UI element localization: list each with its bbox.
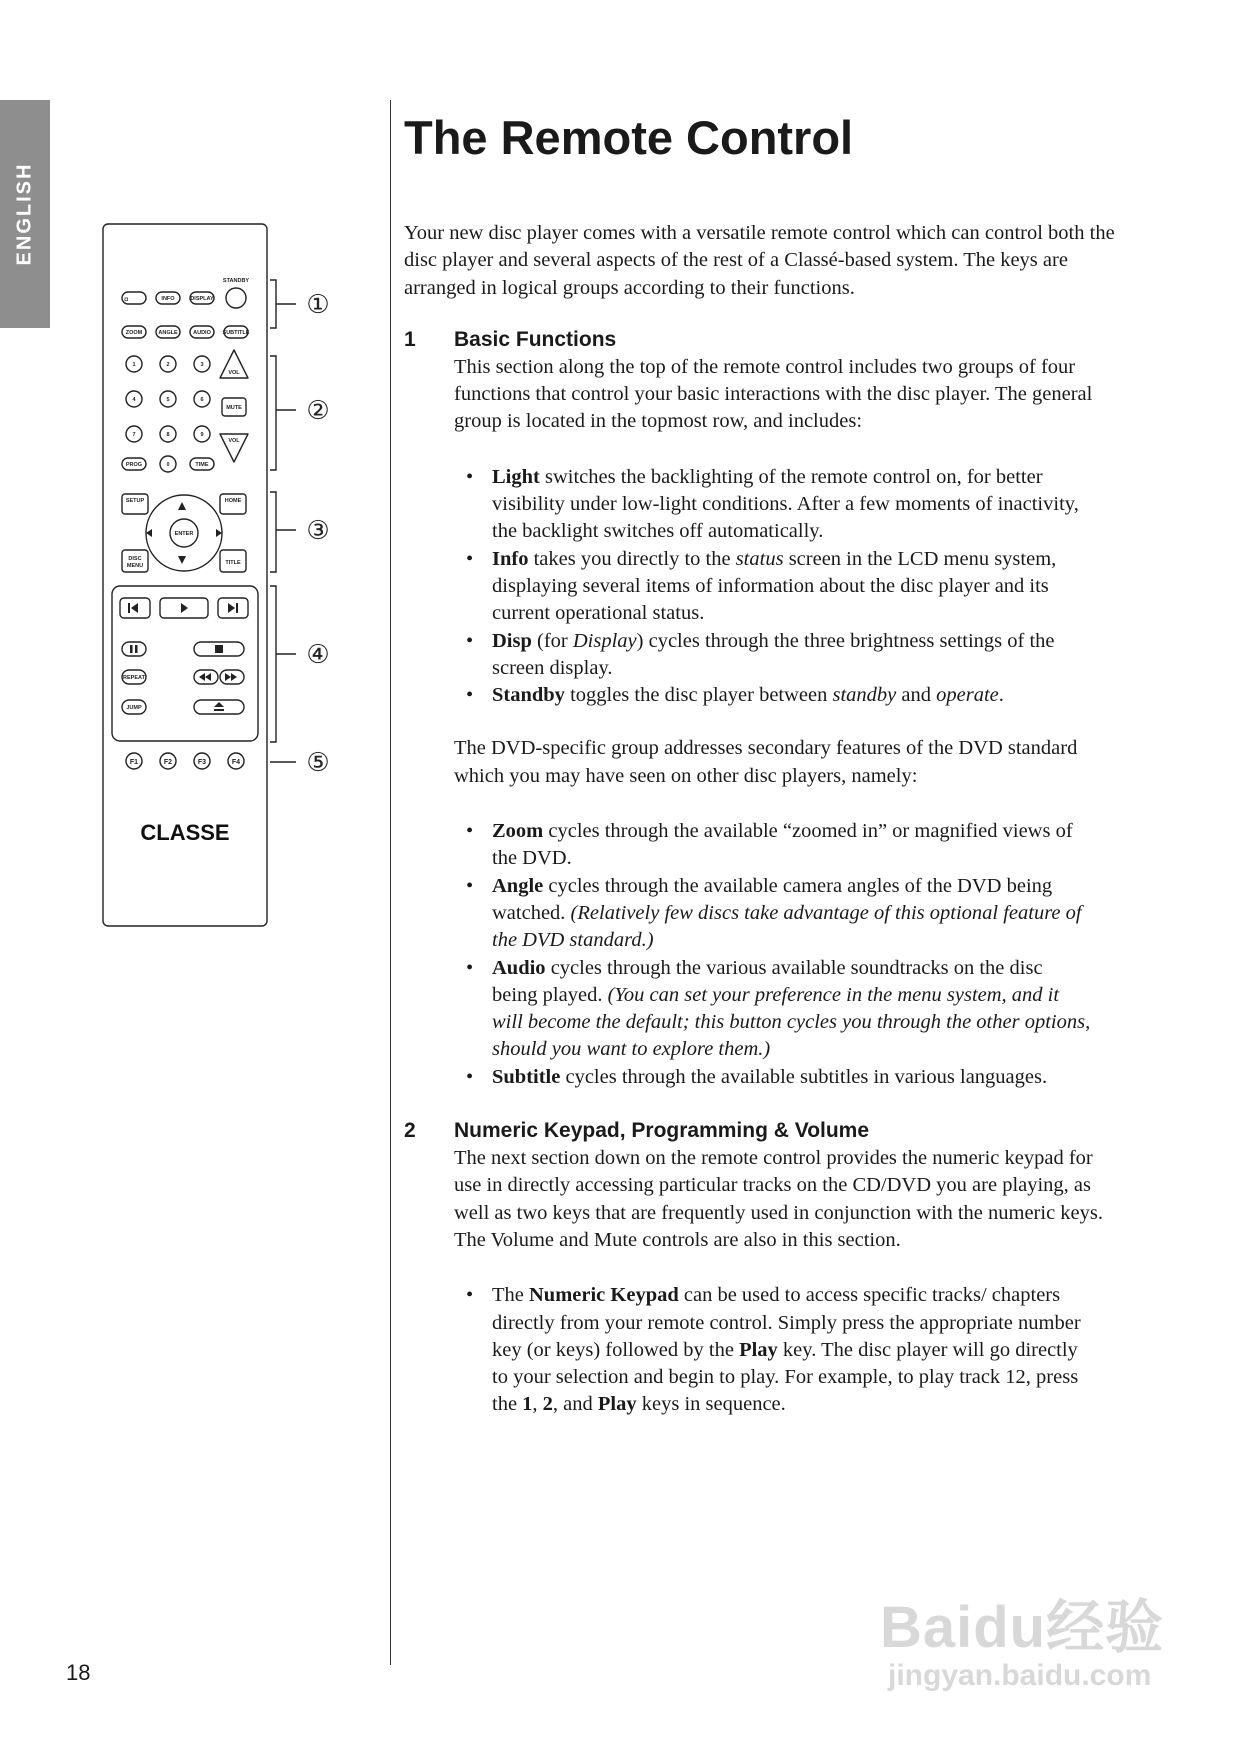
digit-label: 0 bbox=[166, 462, 170, 468]
section-2-paragraph: The next section down on the remote control provides the numeric keypad for use in directly accessing particular tracks on the CD/DVD you are playing, as well as two keys that are frequently used in conjunction with the numeric keys. The Volume and Mute controls are also in this section. bbox=[454, 1147, 1103, 1251]
brand-logo: CLASSE bbox=[140, 820, 230, 845]
vol-down-label: VOL bbox=[228, 438, 240, 444]
dvd-group-list bbox=[454, 818, 1124, 1091]
f2-label: F2 bbox=[163, 759, 173, 766]
digit-label: 7 bbox=[132, 432, 136, 438]
watermark-url: jingyan.baidu.com bbox=[888, 1659, 1152, 1692]
disc-label: DISC bbox=[128, 556, 142, 562]
page-number: 18 bbox=[66, 1660, 91, 1685]
section-2-title: Numeric Keypad, Programming & Volume bbox=[454, 1119, 870, 1143]
remote-svg bbox=[100, 222, 380, 932]
enter-label: ENTER bbox=[174, 531, 194, 537]
f4-label: F4 bbox=[231, 759, 241, 766]
list-item: • Subtitle cycles through the available subtitles in various languages. bbox=[454, 1064, 1092, 1091]
numeric-keypad-list bbox=[454, 1282, 1124, 1418]
time-key-label: TIME bbox=[195, 462, 209, 468]
section-1-heading bbox=[404, 326, 1124, 354]
list-item: • Angle cycles through the available camera angles of the DVD being watched. (Relatively few discs take advantage of this optional feature of the DVD standard.) bbox=[454, 873, 1092, 955]
callout-5: ⑤ bbox=[306, 747, 330, 777]
digit-label: 8 bbox=[166, 432, 170, 438]
digit-label: 2 bbox=[166, 362, 170, 368]
list-item: • Info takes you directly to the status screen in the LCD menu system, displaying several items of information about the disc player and its current operational status. bbox=[454, 546, 1092, 628]
callout-3: ③ bbox=[306, 515, 330, 545]
list-item: • Zoom cycles through the available “zoomed in” or magnified views of the DVD. bbox=[454, 818, 1092, 873]
mute-label: MUTE bbox=[226, 405, 242, 411]
intro-paragraph: Your new disc player comes with a versatile remote control which can control both the disc player and several aspects of the rest of a Classé-based system. The keys are arranged in logical groups according to their functions. bbox=[404, 222, 1115, 299]
stop-icon bbox=[215, 645, 223, 653]
callout-4: ④ bbox=[306, 639, 330, 669]
column-divider bbox=[390, 100, 391, 1665]
angle-key-label: ANGLE bbox=[158, 330, 178, 336]
list-item: • The Numeric Keypad can be used to access specific tracks/ chapters directly from your remote control. Simply press the appropriate number key (or keys) followed by the Play key. The disc player will go directly to your selection and begin to play. For example, to play track 12, press the 1, 2, and Play keys in sequence. bbox=[454, 1282, 1092, 1418]
digit-label: 3 bbox=[200, 362, 204, 368]
section-1-number: 1 bbox=[404, 327, 416, 351]
home-label: HOME bbox=[224, 498, 242, 504]
f3-label: F3 bbox=[197, 759, 207, 766]
setup-label: SETUP bbox=[125, 498, 145, 504]
jump-label: JUMP bbox=[126, 705, 142, 711]
zoom-key-label: ZOOM bbox=[125, 330, 143, 336]
remote-control-illustration bbox=[100, 222, 380, 932]
audio-key-label: AUDIO bbox=[193, 330, 211, 336]
callout-2: ② bbox=[306, 395, 330, 425]
main-content bbox=[404, 108, 1124, 1419]
digit-label: 5 bbox=[166, 397, 170, 403]
page-title: The Remote Control bbox=[404, 111, 854, 164]
bracket-4 bbox=[270, 586, 296, 742]
watermark-logo-text: Baidu经验 bbox=[880, 1595, 1165, 1660]
repeat-label: REPEAT bbox=[123, 675, 145, 681]
light-icon: ¤ bbox=[124, 295, 129, 304]
list-item: • Audio cycles through the various available soundtracks on the disc being played. (You can set your preference in the menu system, and it will become the default; this button cycles you through the other options, should you want to explore them.) bbox=[454, 955, 1092, 1064]
digit-label: 1 bbox=[132, 362, 136, 368]
callout-1: ① bbox=[306, 289, 330, 319]
bracket-2 bbox=[270, 356, 296, 470]
section-2-number: 2 bbox=[404, 1119, 416, 1143]
list-item: • Standby toggles the disc player between standby and operate. bbox=[454, 682, 1092, 709]
standby-label: STANDBY bbox=[222, 278, 250, 284]
list-item: • Disp (for Display) cycles through the three brightness settings of the screen display. bbox=[454, 628, 1092, 683]
info-key-label: INFO bbox=[161, 296, 175, 302]
list-item: • Light switches the backlighting of the remote control on, for better visibility under low-light conditions. After a few moments of inactivity, the backlight switches off automatically. bbox=[454, 464, 1092, 546]
general-group-list bbox=[454, 464, 1124, 710]
language-tab-label: ENGLISH bbox=[13, 162, 36, 266]
digit-label: 6 bbox=[200, 397, 204, 403]
title-key-label: TITLE bbox=[225, 560, 241, 566]
prog-key-label: PROG bbox=[125, 462, 143, 468]
baidu-watermark bbox=[880, 1595, 1180, 1708]
section-1-paragraph: This section along the top of the remote control includes two groups of four functions that control your basic interactions with the disc player. The general group is located in the topmost row, and includes: bbox=[454, 355, 1093, 433]
bracket-3 bbox=[270, 492, 296, 572]
dvd-group-paragraph: The DVD-specific group addresses secondary features of the DVD standard which you may have seen on other disc players, namely: bbox=[454, 737, 1078, 787]
pause-icon bbox=[135, 645, 138, 653]
menu-label: MENU bbox=[126, 563, 144, 569]
bracket-1 bbox=[270, 280, 296, 328]
section-2-heading bbox=[404, 1117, 1124, 1145]
section-1-title: Basic Functions bbox=[454, 327, 617, 351]
language-tab bbox=[0, 100, 50, 328]
f1-label: F1 bbox=[129, 759, 139, 766]
digit-label: 4 bbox=[132, 397, 136, 403]
digit-label: 9 bbox=[200, 432, 204, 438]
pause-icon bbox=[130, 645, 133, 653]
subtitle-key-label: SUBTITLE bbox=[222, 330, 250, 336]
vol-up-label: VOL bbox=[228, 370, 240, 376]
display-key-label: DISPLAY bbox=[190, 296, 214, 302]
